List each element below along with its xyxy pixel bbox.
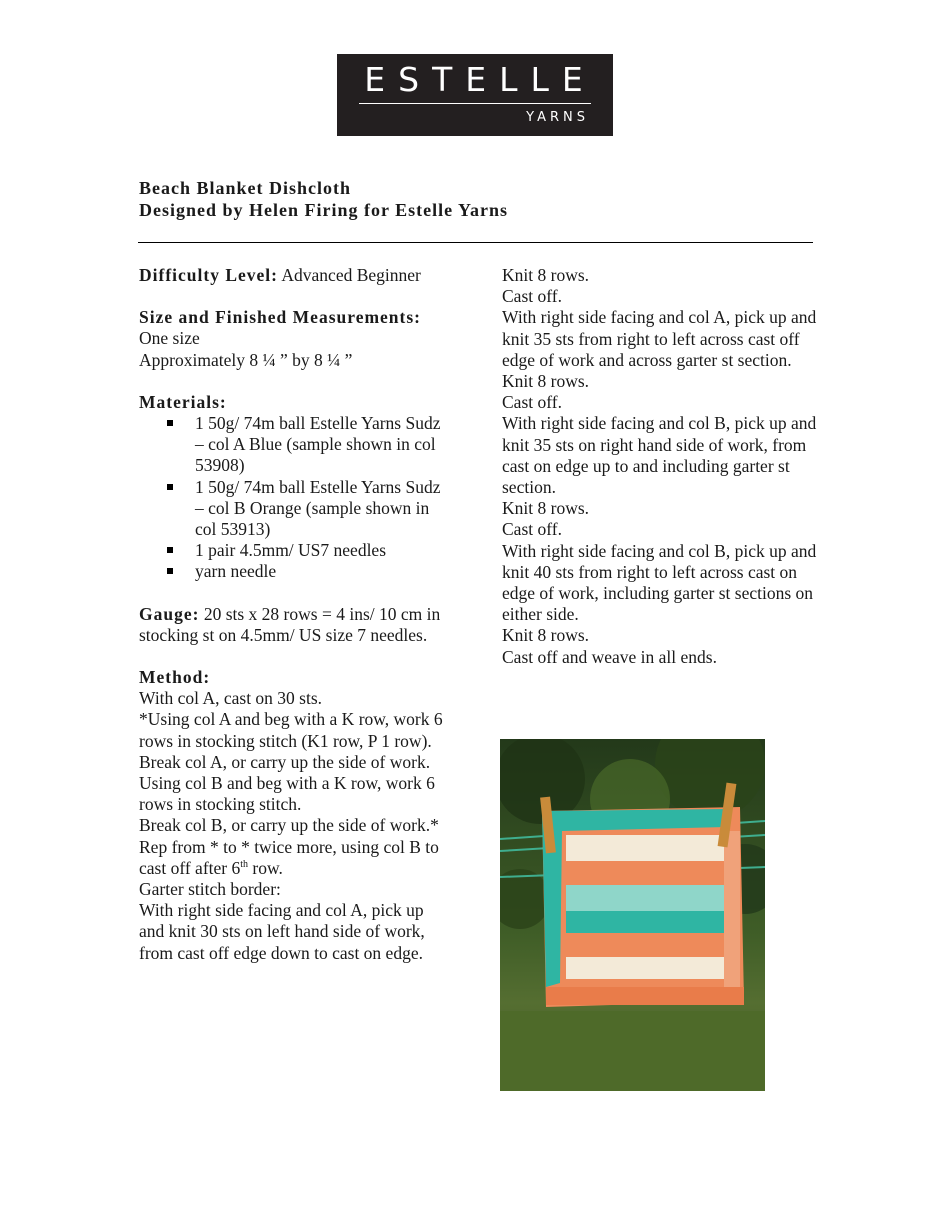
dishcloth-illustration bbox=[500, 739, 765, 1091]
instruction-line: Knit 8 rows. bbox=[502, 498, 590, 519]
method-repeat-text: Rep from * to * twice more, using col B to cast off after 6 bbox=[139, 836, 439, 878]
instruction-line: Knit 8 rows. bbox=[502, 265, 590, 285]
method-line: *Using col A and beg with a K row, work 6 rows in stocking stitch (K1 row, P 1 row). bbox=[139, 709, 443, 751]
instruction-line: Knit 8 rows. bbox=[502, 625, 590, 646]
method-repeat-sup: th bbox=[240, 859, 249, 871]
method-line: With right side facing and col A, pick up and knit 30 sts on left hand side of work, from cast off edge down to cast on edge. bbox=[139, 900, 425, 963]
materials-label: Materials: bbox=[139, 391, 227, 412]
header-divider bbox=[138, 242, 813, 243]
method-line: Using col B and beg with a K row, work 6 rows in stocking stitch. bbox=[139, 773, 435, 815]
logo-rule bbox=[359, 103, 591, 104]
materials-item: 1 50g/ 74m ball Estelle Yarns Sudz – col B Orange (sample shown in col 53913) bbox=[195, 477, 449, 541]
designer-credit: Designed by Helen Firing for Estelle Yarns bbox=[139, 200, 508, 220]
size-line-2: Approximately 8 ¼ ” by 8 ¼ ” bbox=[139, 349, 353, 370]
instruction-line: With right side facing and col B, pick up and knit 40 sts from right to left across cast on edge of work, including garter st sections on either side. bbox=[502, 540, 817, 625]
gauge-value: 20 sts x 28 rows = 4 ins/ 10 cm in stocking st on 4.5mm/ US size 7 needles. bbox=[139, 603, 441, 645]
method-section bbox=[139, 667, 449, 964]
gauge-section bbox=[139, 604, 449, 646]
pattern-title: Beach Blanket Dishcloth bbox=[139, 178, 352, 198]
method-line: Garter stitch border: bbox=[139, 879, 281, 900]
title-block bbox=[139, 177, 779, 221]
method-repeat-end: row. bbox=[248, 857, 283, 878]
method-label: Method: bbox=[139, 667, 211, 688]
materials-item: 1 50g/ 74m ball Estelle Yarns Sudz – col A Blue (sample shown in col 53908) bbox=[195, 413, 449, 477]
size-section bbox=[139, 307, 449, 371]
method-line: Break col A, or carry up the side of work. bbox=[139, 751, 431, 772]
materials-list bbox=[139, 413, 449, 583]
size-line-1: One size bbox=[139, 328, 200, 349]
instruction-line: Cast off and weave in all ends. bbox=[502, 646, 717, 667]
difficulty-value: Advanced Beginner bbox=[281, 265, 421, 285]
gauge-label: Gauge: bbox=[139, 603, 200, 624]
instruction-line: Cast off. bbox=[502, 519, 562, 540]
left-column bbox=[139, 265, 449, 964]
instruction-line: With right side facing and col B, pick up and knit 35 sts on right hand side of work, from cast on edge up to and including garter st section. bbox=[502, 413, 817, 498]
difficulty-label: Difficulty Level: bbox=[139, 265, 278, 285]
estelle-yarns-logo bbox=[337, 54, 613, 136]
instruction-line: Knit 8 rows. bbox=[502, 371, 590, 392]
size-label: Size and Finished Measurements: bbox=[139, 307, 421, 328]
right-column bbox=[502, 265, 817, 668]
method-repeat-line bbox=[139, 837, 449, 879]
materials-section bbox=[139, 392, 449, 583]
difficulty-section bbox=[139, 265, 449, 286]
method-line: Break col B, or carry up the side of work.* bbox=[139, 815, 439, 836]
instruction-line: Cast off. bbox=[502, 392, 562, 413]
instruction-line: Cast off. bbox=[502, 286, 562, 307]
materials-item: yarn needle bbox=[195, 561, 449, 582]
materials-item: 1 pair 4.5mm/ US7 needles bbox=[195, 540, 449, 561]
method-line: With col A, cast on 30 sts. bbox=[139, 688, 323, 709]
dishcloth-photo bbox=[500, 739, 765, 1091]
logo-sub: YARNS bbox=[526, 110, 589, 125]
instruction-line: With right side facing and col A, pick up and knit 35 sts from right to left across cast off edge of work and across garter st section. bbox=[502, 307, 817, 370]
logo-brand: ESTELLE bbox=[364, 60, 596, 99]
